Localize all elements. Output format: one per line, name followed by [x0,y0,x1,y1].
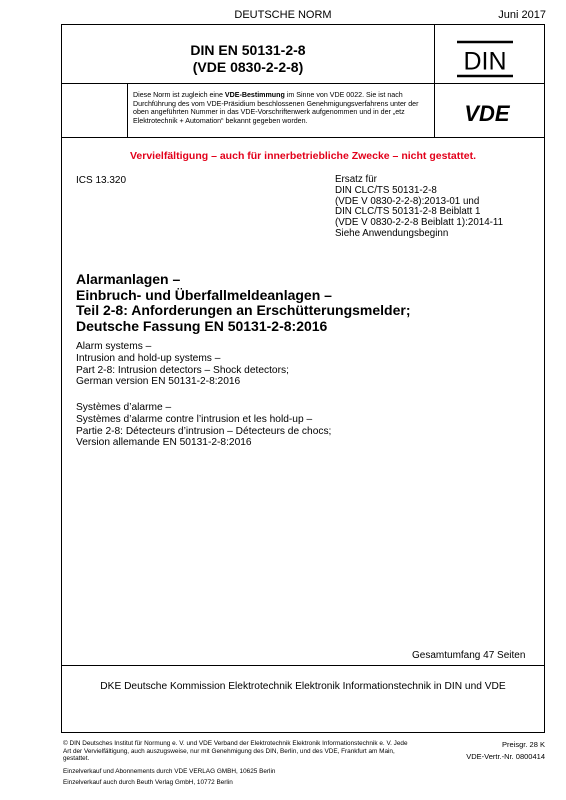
title-line: Alarmanlagen – [76,271,181,287]
replacement-line: DIN CLC/TS 50131-2-8 [335,184,437,196]
publisher-line: DKE Deutsche Kommission Elektrotechnik Elektronik Informationstechnik in DIN und VDE [100,681,506,692]
vde-note-bold: VDE-Bestimmung [224,91,285,99]
din-logo-text: DIN [463,47,507,76]
vde-note [133,91,429,125]
title-german [76,272,411,334]
din-logo [457,40,513,78]
replacement-note [335,175,503,240]
vde-sales-number: VDE-Vertr.-Nr. 0800414 [466,752,545,761]
vde-classification: (VDE 0830-2-2-8) [192,59,304,75]
title-line: Intrusion and hold-up systems – [76,352,221,364]
note-row-divider [62,137,544,138]
vde-note-prefix: Diese Norm ist zugleich eine [133,91,225,99]
standard-number [62,42,434,76]
title-line: Part 2-8: Intrusion detectors – Shock detectors; [76,364,289,376]
title-line: German version EN 50131-2-8:2016 [76,376,241,388]
logo-column-divider [434,25,435,137]
sales-beuth-verlag: Einzelverkauf auch durch Beuth Verlag GmbH, 10772 Berlin [63,779,233,786]
replacement-line: (VDE V 0830-2-2-8):2013-01 und [335,195,480,207]
copy-warning: Vervielfältigung – auch für innerbetriebliche Zwecke – nicht gestattet. [129,150,476,162]
replacement-line: (VDE V 0830-2-2-8 Beiblatt 1):2014-11 [335,217,504,229]
replacement-line: DIN CLC/TS 50131-2-8 Beiblatt 1 [335,206,481,218]
vde-logo [449,101,525,125]
title-line: Partie 2-8: Détecteurs d’intrusion – Détecteurs de chocs; [76,425,332,437]
price-group: Preisgr. 28 K [502,740,545,749]
title-row-divider [62,83,544,84]
total-pages: Gesamtumfang 47 Seiten [412,650,526,661]
title-line: Systèmes d’alarme – [76,402,172,413]
title-line: Version allemande EN 50131-2-8:2016 [76,437,252,449]
note-left-divider [127,83,128,137]
replacement-line: Ersatz für [335,174,377,185]
title-french [76,402,331,449]
bottom-row-divider [62,665,544,666]
vde-logo-text: VDE [464,101,510,125]
vde-note-rest: im Sinne von VDE 0022. Sie ist nach Durchführung des vom VDE-Präsidium beschlossenen Genehmigungsverfahrens unter der oben angeführten Nummer in das VDE-Vorschriftenwerk aufgenommen und in der „etz Elektrotechnik + Automation“ bekannt gegeben worden. [133,91,419,125]
title-english [76,341,289,388]
title-line: Deutsche Fassung EN 50131-2-8:2016 [76,317,328,334]
title-line: Systèmes d’alarme contre l’intrusion et les hold-up – [76,413,313,425]
copyright-notice: © DIN Deutsches Institut für Normung e. V. und VDE Verband der Elektrotechnik Elektronik Informationstechnik e. V. Jede Art der Vervielfältigung, auch auszugsweise, nur mit Genehmigung des DIN, Berlin, und des VDE, Frankfurt am Main, gestattet. [63,740,408,763]
title-line: Alarm systems – [76,341,152,352]
replacement-line: Siehe Anwendungsbeginn [335,227,449,239]
ics-code: ICS 13.320 [76,175,127,186]
document-type-label: DEUTSCHE NORM [234,9,332,21]
standard-id: DIN EN 50131-2-8 [190,42,306,58]
title-line: Einbruch- und Überfallmeldeanlagen – [76,286,332,303]
publication-date: Juni 2017 [498,9,546,21]
sales-vde-verlag: Einzelverkauf und Abonnements durch VDE VERLAG GMBH, 10625 Berlin [63,768,276,775]
title-line: Teil 2-8: Anforderungen an Erschütterungsmelder; [76,302,411,318]
